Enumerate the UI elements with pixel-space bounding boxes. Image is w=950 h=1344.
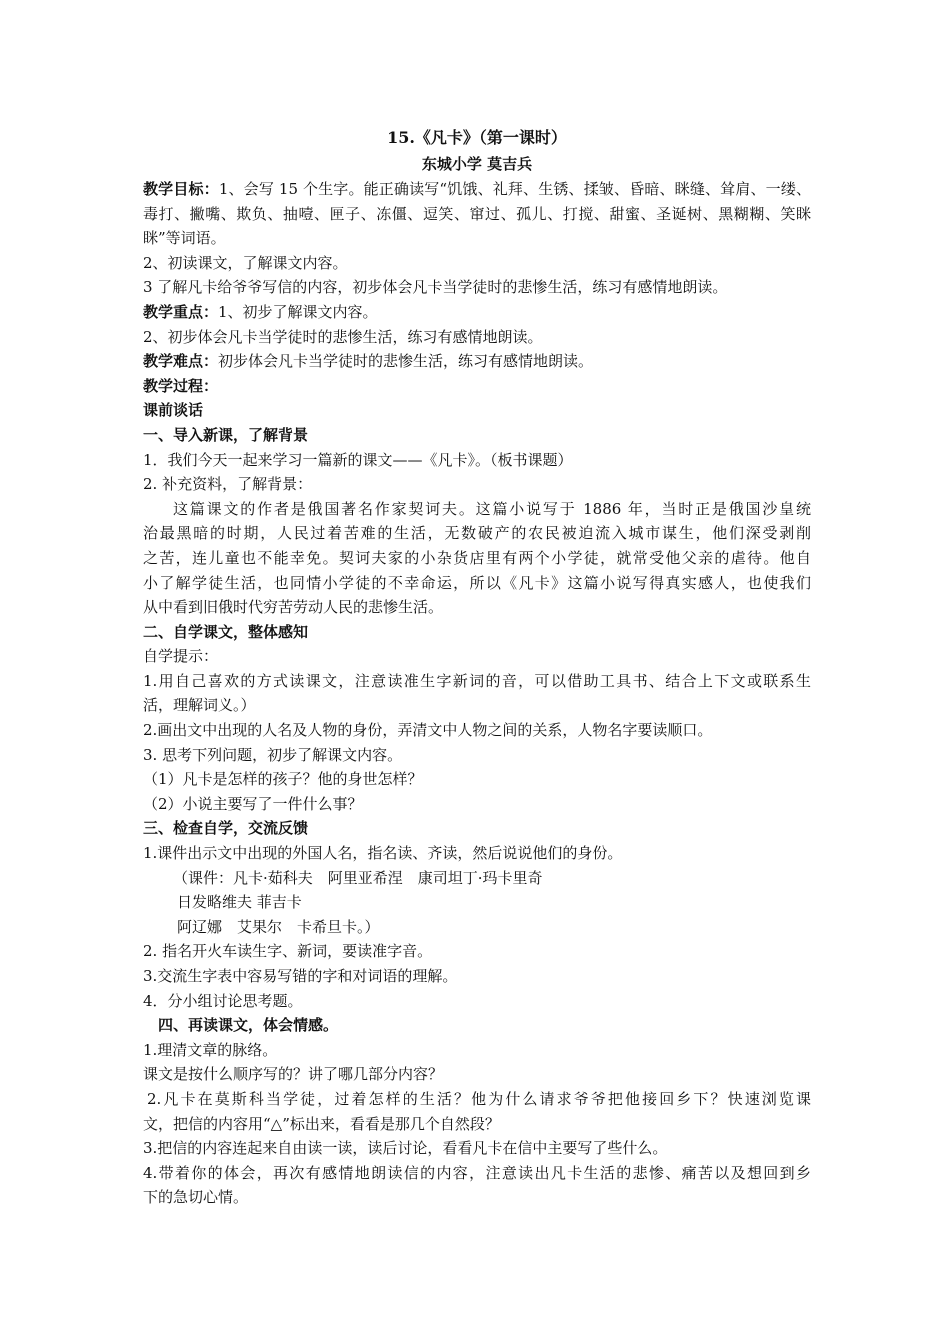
background-para-line-5: 从中看到旧俄时代穷苦劳动人民的悲惨生活。 [143, 598, 444, 617]
goals-line-1 [143, 177, 811, 202]
key-points-line [143, 300, 811, 325]
section-2-item-1a: 1.用自己喜欢的方式读课文，注意读准生字新词的音，可以借助工具书、结合上下文或联系生 [143, 671, 811, 690]
section-4-item-2a: 2.凡卡在莫斯科当学徒，过着怎样的生活？他为什么请求爷爷把他接回乡下？快速浏览课 [147, 1089, 811, 1108]
author-line: 东城小学 莫吉兵 [421, 155, 533, 173]
section-4-item-1-question: 课文是按什么顺序写的？讲了哪几部分内容？ [143, 1065, 444, 1084]
section-1-item-2: 2. 补充资料，了解背景： [143, 475, 313, 494]
self-study-hint: 自学提示： [143, 647, 219, 666]
difficulty-label: 教学难点： [143, 352, 219, 371]
question-2: （2）小说主要写了一件什么事？ [143, 794, 363, 813]
section-2-item-1b: 活，理解词义。） [143, 696, 256, 715]
section-3-item-3: 3.交流生字表中容易写错的字和对词语的理解。 [143, 967, 458, 985]
goals-line-2: 毒打、撇嘴、欺负、抽噎、匣子、冻僵、逗笑、窜过、孤儿、打搅、甜蜜、圣诞树、黑糊糊、笑眯 [143, 204, 811, 223]
goals-text-1: 1、会写 15 个生字。能正确读写“饥饿、礼拜、生锈、揉皱、昏暗、眯缝、耸肩、一缕、 [218, 180, 811, 198]
section-2-heading: 二、自学课文，整体感知 [143, 622, 309, 641]
section-3-item-2: 2. 指名开火车读生字、新词，要读准字音。 [143, 942, 433, 961]
section-4-item-1: 1.理清文章的脉络。 [143, 1040, 278, 1059]
document-page [143, 124, 811, 1210]
section-3-item-1: 1.课件出示文中出现的外国人名，指名读、齐读，然后说说他们的身份。 [143, 844, 623, 863]
goals-line-3: 眯”等词语。 [143, 229, 226, 248]
page-title: 15.《凡卡》（第一课时） [387, 128, 567, 147]
section-4-item-2b: 文，把信的内容用“△”标出来，看看是那几个自然段？ [143, 1114, 500, 1133]
names-line-3: 阿辽娜 艾果尔 卡希旦卡。） [177, 917, 380, 936]
goals-item-3: 3 了解凡卡给爷爷写信的内容，初步体会凡卡当学徒时的悲惨生活，练习有感情地朗读。 [143, 278, 728, 297]
difficulty-text: 初步体会凡卡当学徒时的悲惨生活，练习有感情地朗读。 [218, 352, 594, 371]
section-3-heading: 三、检查自学，交流反馈 [143, 819, 309, 838]
key-points-item-1: 1、初步了解课文内容。 [218, 302, 378, 321]
key-points-label: 教学重点： [143, 302, 219, 321]
pre-talk-heading: 课前谈话 [143, 401, 204, 420]
names-line-2: 日发略维夫 菲吉卡 [177, 893, 302, 912]
section-1-heading: 一、导入新课，了解背景 [143, 425, 309, 444]
section-3-item-4: 4．分小组讨论思考题。 [143, 991, 303, 1010]
difficulty-line [143, 349, 811, 374]
background-para-line-2: 治最黑暗的时期，人民过着苦难的生活，无数破产的农民被迫流入城市谋生，他们深受剥削 [143, 524, 811, 543]
background-para-line-3: 之苦，连儿童也不能幸免。契诃夫家的小杂货店里有两个小学徒，就常受他父亲的虐待。他自 [143, 548, 811, 567]
background-para-line-4: 小了解学徒生活，也同情小学徒的不幸命运，所以《凡卡》这篇小说写得真实感人，也使我们 [143, 573, 811, 592]
section-4-item-4a: 4.带着你的体会，再次有感情地朗读信的内容，注意读出凡卡生活的悲惨、痛苦以及想回到乡 [143, 1163, 811, 1182]
section-4-item-4b: 下的急切心情。 [143, 1188, 249, 1207]
process-label: 教学过程： [143, 376, 219, 395]
question-1: （1）凡卡是怎样的孩子？他的身世怎样？ [143, 770, 423, 789]
goals-label: 教学目标： [143, 180, 219, 198]
section-1-item-1: 1．我们今天一起来学习一篇新的课文——《凡卡》。（板书课题） [143, 450, 573, 469]
section-4-item-3: 3.把信的内容连起来自由读一读，读后讨论，看看凡卡在信中主要写了些什么。 [143, 1139, 668, 1158]
background-para-line-1: 这篇课文的作者是俄国著名作家契诃夫。这篇小说写于 1886 年，当时正是俄国沙皇统 [173, 499, 811, 518]
section-2-item-3: 3. 思考下列问题，初步了解课文内容。 [143, 745, 403, 764]
section-4-heading: 四、再读课文，体会情感。 [158, 1016, 339, 1035]
section-2-item-2: 2.画出文中出现的人名及人物的身份，弄清文中人物之间的关系，人物名字要读顺口。 [143, 721, 713, 740]
goals-item-2: 2、初读课文，了解课文内容。 [143, 253, 348, 272]
key-points-item-2: 2、初步体会凡卡当学徒时的悲惨生活，练习有感情地朗读。 [143, 327, 543, 346]
names-line-1: （课件：凡卡·茹科夫 阿里亚希涅 康司坦丁·玛卡里奇 [173, 868, 543, 887]
